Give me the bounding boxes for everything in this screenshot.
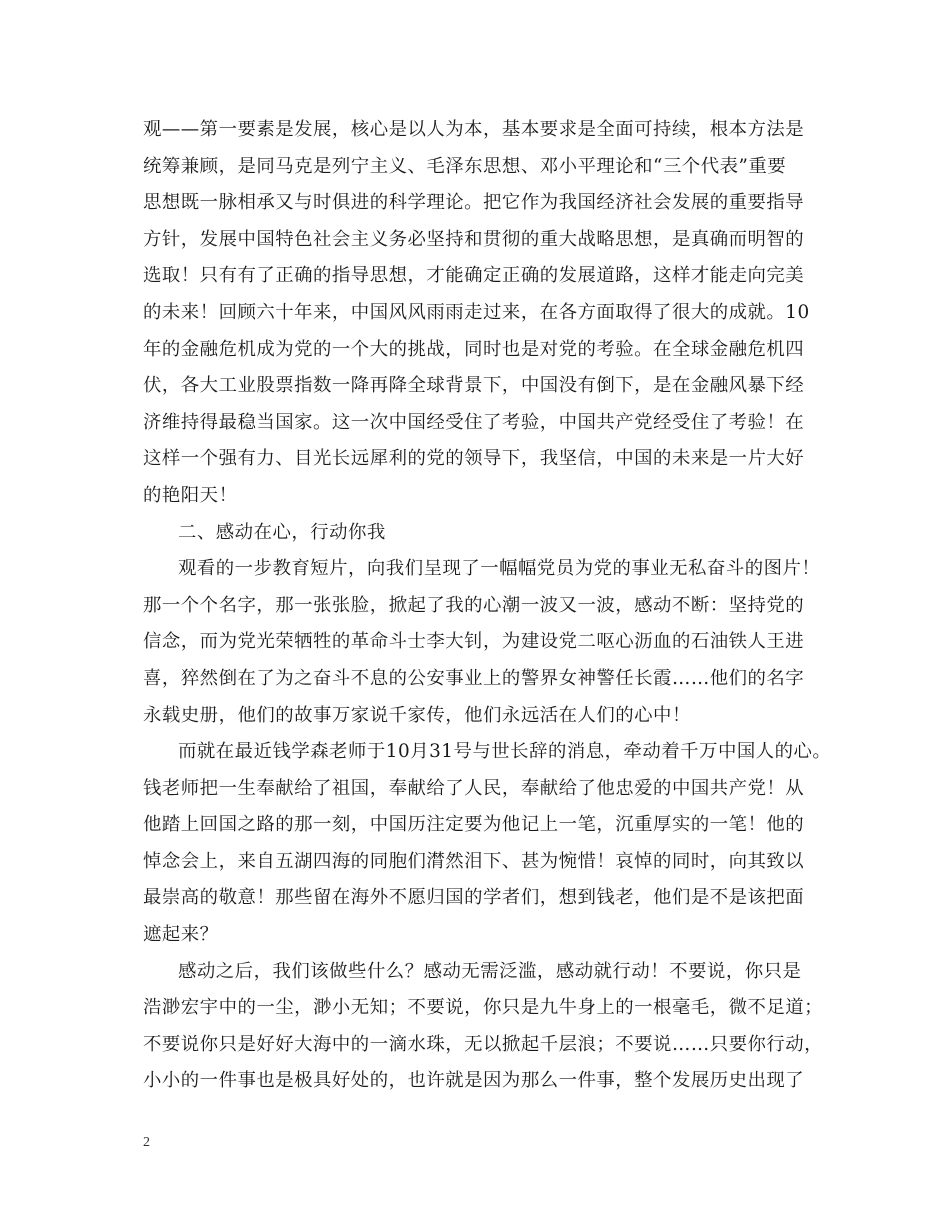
text-line: 济维持得最稳当国家。这一次中国经受住了考验，中国共产党经受住了考验！在 <box>143 411 805 433</box>
text-line: 的艳阳天！ <box>143 484 238 506</box>
text-line: 思想既一脉相承又与时俱进的科学理论。把它作为我国经济社会发展的重要指导 <box>143 192 805 214</box>
text-line: 观——第一要素是发展，核心是以人为本，基本要求是全面可持续，根本方法是 <box>143 119 805 140</box>
text-line: 信念，而为党光荣牺牲的革命斗士李大钊，为建设党二呕心沥血的石油铁人王进 <box>143 631 805 653</box>
text-line: 选取！只有有了正确的指导思想，才能确定正确的发展道路，这样才能走向完美 <box>143 265 805 287</box>
text-line: 不要说你只是好好大海中的一滴水珠，无以掀起千层浪；不要说……只要你行动， <box>143 1033 824 1055</box>
paragraph-start: 而就在最近钱学森老师于10月31号与世长辞的消息，牵动着千万中国人的心。 <box>178 741 832 763</box>
text-line: 伏，各大工业股票指数一降再降全球背景下，中国没有倒下，是在金融风暴下经 <box>143 375 805 397</box>
text-line: 遮起来？ <box>143 924 219 946</box>
text-line: 喜，猝然倒在了为之奋斗不息的公安事业上的警界女神警任长霞……他们的名字 <box>143 667 805 689</box>
text-line: 的未来！回顾六十年来，中国风风雨雨走过来，在各方面取得了很大的成就。10 <box>143 301 810 323</box>
text-line: 小小的一件事也是极具好处的，也许就是因为那么一件事，整个发展历史出现了 <box>143 1070 805 1092</box>
text-line: 年的金融危机成为党的一个大的挑战，同时也是对党的考验。在全球金融危机四 <box>143 338 805 360</box>
body-text <box>143 112 832 1100</box>
paragraph-start: 感动之后，我们该做些什么？感动无需泛滥，感动就行动！不要说，你只是 <box>178 960 802 982</box>
text-line: 最崇高的敬意！那些留在海外不愿归国的学者们，想到钱老，他们是不是该把面 <box>143 887 805 909</box>
text-line: 浩渺宏宇中的一尘，渺小无知；不要说，你只是九牛身上的一根毫毛，微不足道； <box>143 997 824 1019</box>
text-line: 那一个个名字，那一张张脸，掀起了我的心潮一波又一波，感动不断：坚持党的 <box>143 594 805 616</box>
paragraph-start: 观看的一步教育短片，向我们呈现了一幅幅党员为党的事业无私奋斗的图片！ <box>178 558 821 580</box>
text-line: 统筹兼顾，是同马克是列宁主义、毛泽东思想、邓小平理论和“三个代表”重要 <box>143 155 787 177</box>
text-line: 方针，发展中国特色社会主义务必坚持和贯彻的重大战略思想，是真确而明智的 <box>143 228 805 250</box>
section-heading: 二、感动在心，行动你我 <box>178 521 386 543</box>
text-line: 永载史册，他们的故事万家说千家传，他们永远活在人们的心中！ <box>143 704 691 726</box>
text-line: 悼念会上，来自五湖四海的同胞们潸然泪下、甚为惋惜！哀悼的同时，向其致以 <box>143 850 805 872</box>
text-line: 这样一个强有力、目光长远犀利的党的领导下，我坚信，中国的未来是一片大好 <box>143 448 805 470</box>
text-line: 他踏上回国之路的那一刻，中国历注定要为他记上一笔，沉重厚实的一笔！他的 <box>143 814 805 836</box>
text-line: 钱老师把一生奉献给了祖国，奉献给了人民，奉献给了他忠爱的中国共产党！从 <box>143 777 805 799</box>
page-number: 2 <box>143 1135 150 1150</box>
